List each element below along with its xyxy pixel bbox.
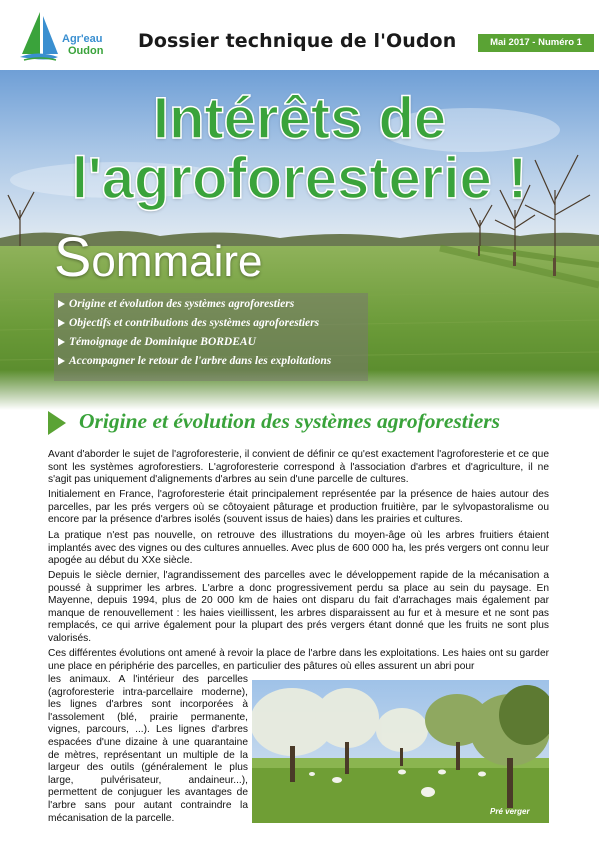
table-of-contents	[54, 293, 368, 381]
section-arrow-icon	[48, 411, 66, 435]
arrow-icon	[58, 300, 65, 308]
toc-item-temoignage[interactable]: Témoignage de Dominique BORDEAU	[58, 335, 256, 349]
paragraph-initialement: Initialement en France, l'agroforesterie était principalement représentée par la présence de haies autour des parcelles, par les prés vergers où se côtoyaient pâturage et production fruitière, par le sylvopastoralisme ou encore par la présence d'arbres isolés (souvent issus de haies) dans les prairies et cultures.	[48, 489, 549, 526]
arrow-icon	[58, 357, 65, 365]
sommaire-initial: S	[54, 225, 92, 288]
logo-line1: Agr'eau	[62, 33, 103, 45]
main-title-line2: l'agroforesterie !	[71, 146, 528, 211]
photo-caption: Pré verger	[490, 807, 530, 816]
orchard-image	[252, 680, 549, 823]
logo-text	[62, 33, 103, 57]
issue-date-badge: Mai 2017 - Numéro 1	[478, 34, 594, 52]
arrow-icon	[58, 338, 65, 346]
toc-item-accompagner[interactable]: Accompagner le retour de l'arbre dans les exploitations	[58, 354, 331, 368]
paragraph-pratique	[48, 530, 549, 568]
pre-verger-photo	[252, 680, 549, 823]
section-title: Origine et évolution des systèmes agroforestiers	[79, 409, 501, 433]
hero-banner	[0, 70, 599, 410]
sommaire-heading	[54, 225, 263, 288]
sommaire-rest: ommaire	[91, 237, 263, 286]
arrow-icon	[58, 319, 65, 327]
toc-item-objectifs[interactable]: Objectifs et contributions des systèmes agroforestiers	[58, 316, 319, 330]
logo-line2: Oudon	[68, 45, 104, 57]
toc-item-origine[interactable]: Origine et évolution des systèmes agroforestiers	[58, 297, 294, 311]
paragraph-evolutions: Ces différentes évolutions ont amené à revoir la place de l'arbre dans les exploitations. Les haies ont su garder une place en périphérie des parcelles, en particulier des pâtures où elles assurent un abri pour	[48, 648, 549, 672]
main-title-line1: Intérêts de	[152, 86, 447, 151]
paragraph-intra-parcellaire: les animaux. A l'intérieur des parcelles (agroforesterie intra-parcellaire moderne), les lignes d'arbres sont incorporées à l'assolement (blé, prairie permanente, vignes, parcours, ...). Les lignes d'arbres espacées d'une dizaine à une quarantaine de mètres, représentant un multiple de la largeur des outils (généralement le plus large, pulvérisateur, andaineur...), permettent de conjuguer les avantages de l'arbre sans pour autant contraindre la mécanisation de la parcelle.	[48, 674, 248, 824]
paragraph-mecanisation: Depuis le siècle dernier, l'agrandissement des parcelles avec le développement rapide de la mécanisation a poussé à supprimer les arbres. L'arbre a donc progressivement perdu sa place au sein du paysage. En Mayenne, depuis 1994, plus de 20 000 km de haies ont disparu du fait d'arrachages mais également par manque de renouvellement : les haies vieillissent, les arbres disparaissent au fur et à mesure et ne sont pas remplacés, ce qui arrive également pour la plupart des prés vergers étant donné que les fruits ne sont plus valorisés.	[48, 570, 549, 644]
paragraph-pratique-text: La pratique n'est pas nouvelle, on retrouve des illustrations du moyen-âge où les arbres fruitiers étaient implantés avec des vignes ou des cultures annuelles. Avec plus de 600 000 ha, les prés vergers ont connu leur apogée au début du XXe siècle.	[48, 530, 549, 567]
paragraph-definition: Avant d'aborder le sujet de l'agroforesterie, il convient de définir ce qu'est exactement l'agroforesterie et ce que sont les systèmes agroforestiers. L'agroforesterie correspond à l'association d'arbres et d'agriculture, il ne s'agit pas uniquement d'alignements d'arbres au sein d'une parcelle de cultures.	[48, 449, 549, 486]
document-title: Dossier technique de l'Oudon	[138, 30, 457, 52]
